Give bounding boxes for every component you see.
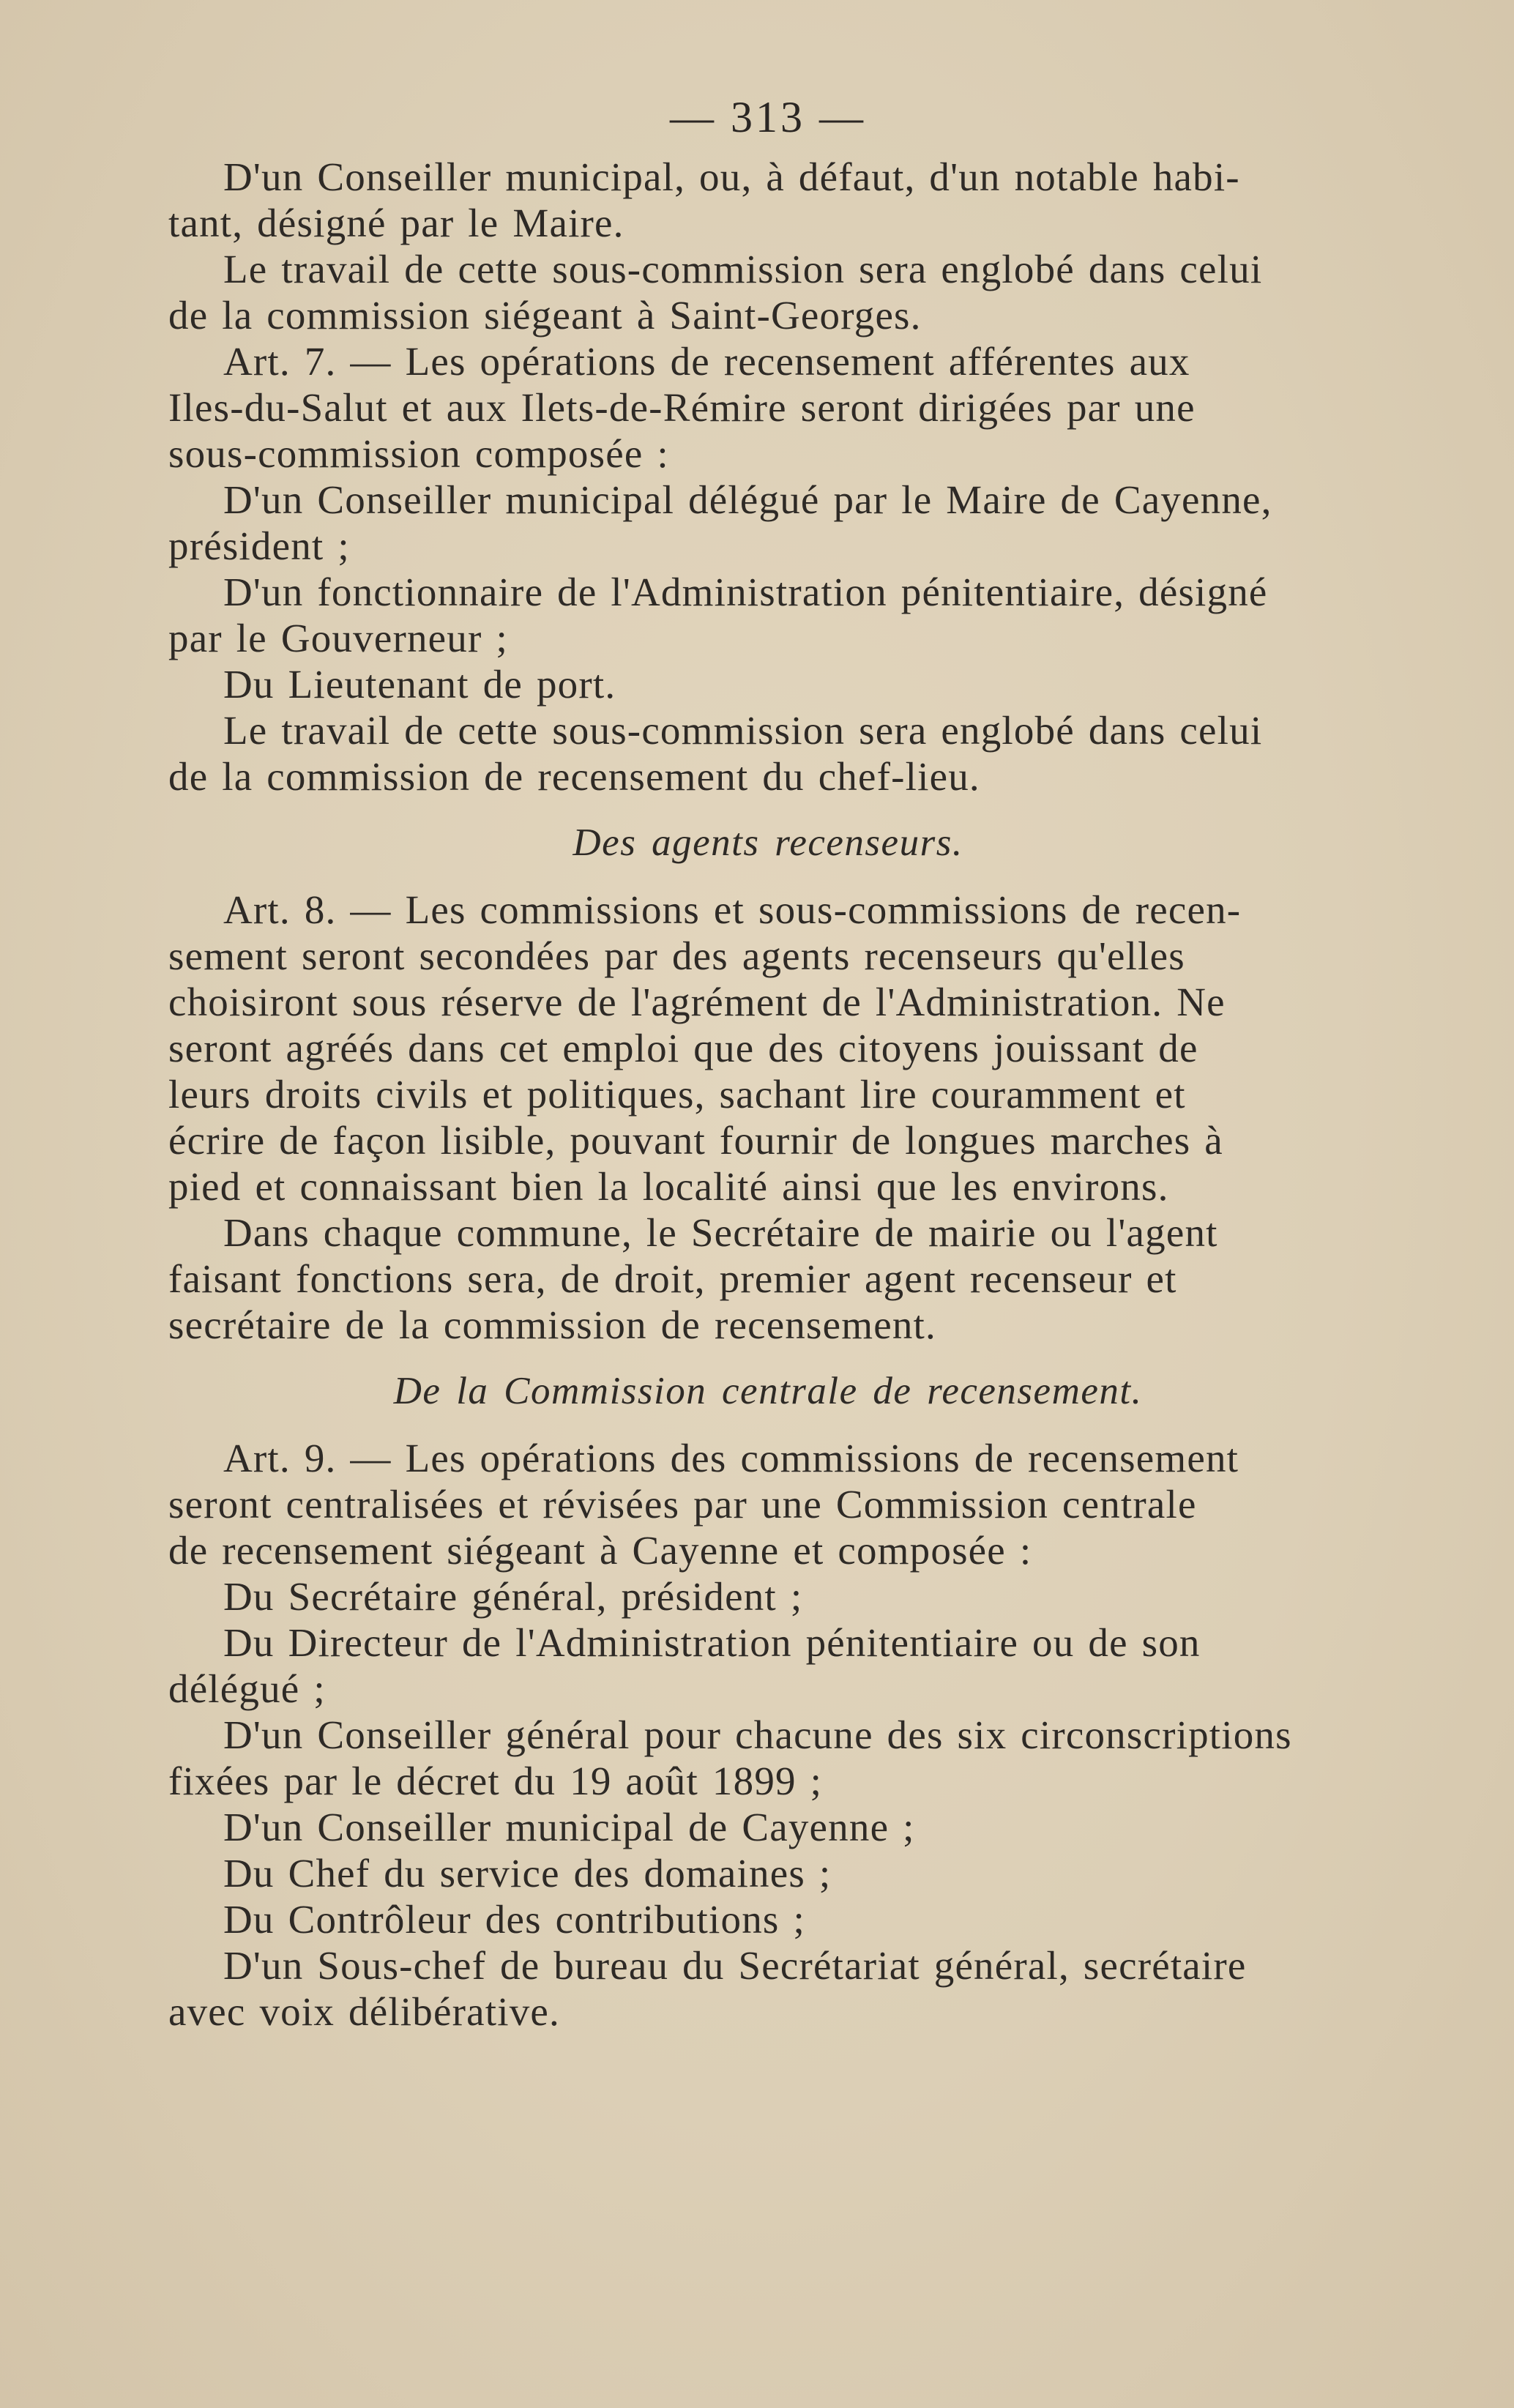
text-line: Du Chef du service des domaines ; — [223, 1851, 832, 1896]
text-line: Le travail de cette sous-commission sera englobé dans celui — [223, 708, 1263, 753]
text-block-art-9 — [168, 1435, 1368, 2035]
text-line: Du Directeur de l'Administration pénitentiaire ou de son — [223, 1620, 1201, 1665]
text-line: faisant fonctions sera, de droit, premier agent recenseur et — [168, 1256, 1177, 1301]
text-line: écrire de façon lisible, pouvant fournir de longues marches à — [168, 1118, 1223, 1163]
text-line: Art. 9. — Les opérations des commissions de recensement — [223, 1436, 1239, 1480]
text-line: seront agréés dans cet emploi que des citoyens jouissant de — [168, 1026, 1198, 1070]
text-line: D'un Conseiller général pour chacune des six circonscriptions — [223, 1712, 1292, 1757]
text-line: leurs droits civils et politiques, sachant lire couramment et — [168, 1072, 1186, 1117]
text-line: tant, désigné par le Maire. — [168, 201, 624, 245]
text-line: avec voix délibérative. — [168, 1989, 560, 2034]
text-line: de la commission de recensement du chef-lieu. — [168, 754, 980, 799]
section-heading-agents-recenseurs: Des agents recenseurs. — [573, 821, 963, 864]
text-line: de la commission siégeant à Saint-Georges. — [168, 293, 922, 338]
text-line: seront centralisées et révisées par une Commission centrale — [168, 1482, 1197, 1527]
page-number: — 313 — — [670, 93, 866, 141]
text-line: Du Secrétaire général, président ; — [223, 1574, 803, 1619]
text-line: sement seront secondées par des agents recenseurs qu'elles — [168, 933, 1185, 978]
text-line: Du Lieutenant de port. — [223, 662, 616, 707]
section-heading-commission-centrale: De la Commission centrale de recensement. — [393, 1370, 1143, 1412]
text-line: D'un Conseiller municipal délégué par le Maire de Cayenne, — [223, 477, 1272, 522]
text-line: secrétaire de la commission de recensement. — [168, 1302, 936, 1347]
text-line: Art. 7. — Les opérations de recensement afférentes aux — [223, 339, 1190, 384]
text-line: Art. 8. — Les commissions et sous-commissions de recen- — [223, 887, 1242, 932]
text-line: D'un Conseiller municipal, ou, à défaut, d'un notable habi- — [223, 154, 1240, 199]
text-line: de recensement siégeant à Cayenne et composée : — [168, 1528, 1032, 1573]
text-line: D'un fonctionnaire de l'Administration pénitentiaire, désigné — [223, 570, 1268, 614]
text-line: fixées par le décret du 19 août 1899 ; — [168, 1759, 823, 1803]
text-line: D'un Conseiller municipal de Cayenne ; — [223, 1805, 915, 1849]
text-block-art-7 — [168, 154, 1368, 799]
text-line: Dans chaque commune, le Secrétaire de mairie ou l'agent — [223, 1210, 1218, 1255]
text-line: sous-commission composée : — [168, 431, 669, 476]
text-block-art-8 — [168, 887, 1368, 1348]
text-line: Iles-du-Salut et aux Ilets-de-Rémire seront dirigées par une — [168, 385, 1196, 430]
text-line: pied et connaissant bien la localité ainsi que les environs. — [168, 1164, 1169, 1209]
text-line: Le travail de cette sous-commission sera englobé dans celui — [223, 247, 1263, 291]
text-line: par le Gouverneur ; — [168, 616, 508, 660]
text-line: délégué ; — [168, 1666, 326, 1711]
text-line: Du Contrôleur des contributions ; — [223, 1897, 805, 1942]
text-line: choisiront sous réserve de l'agrément de l'Administration. Ne — [168, 980, 1226, 1024]
text-line: président ; — [168, 523, 350, 568]
text-line: D'un Sous-chef de bureau du Secrétariat général, secrétaire — [223, 1943, 1247, 1988]
